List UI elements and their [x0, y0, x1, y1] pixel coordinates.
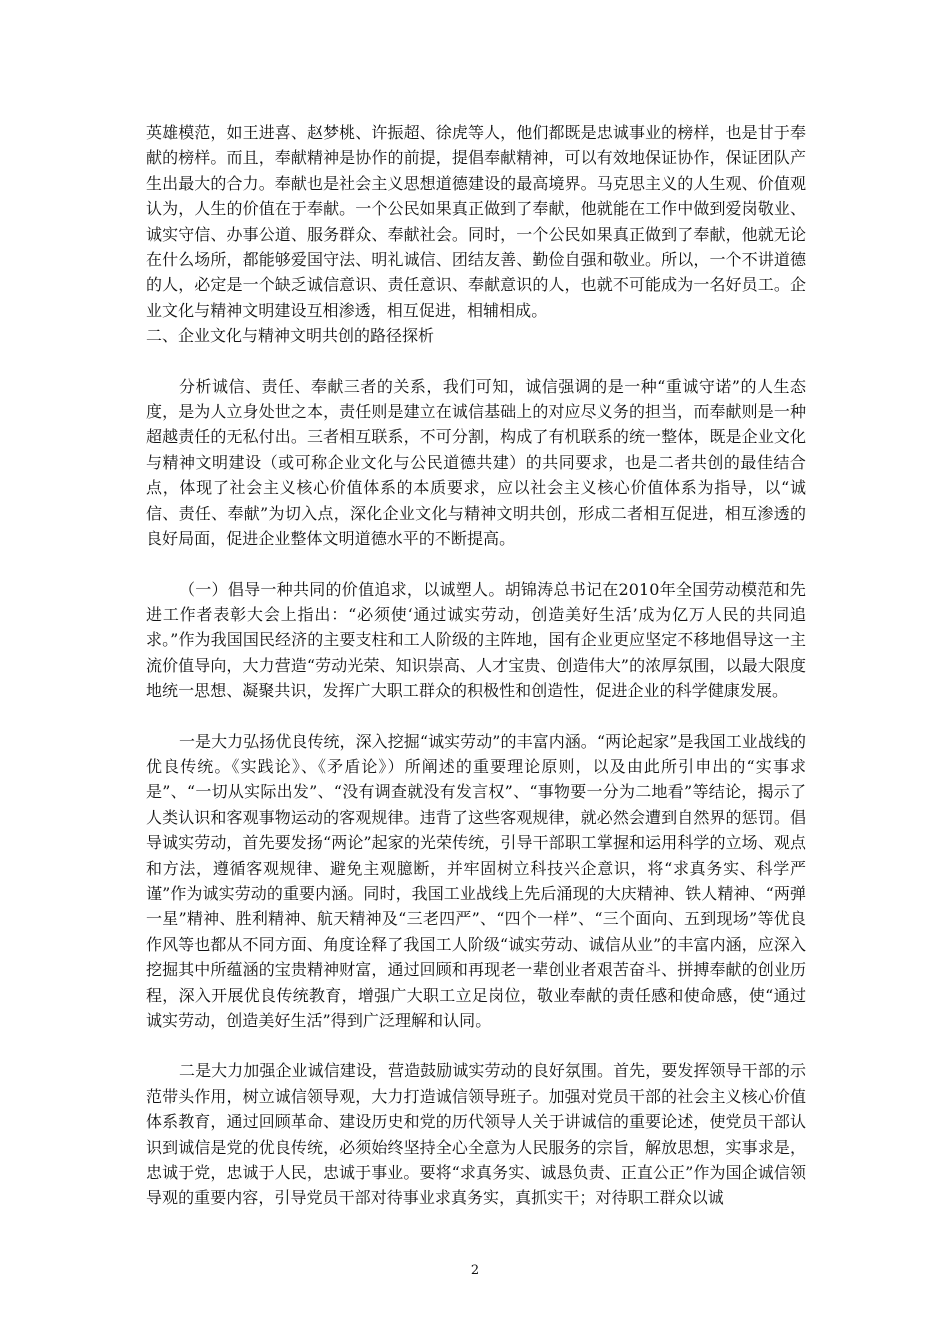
document-body	[146, 120, 806, 1211]
paragraph-heroes-dedication: 英雄模范，如王进喜、赵梦桃、许振超、徐虎等人，他们都既是忠诚事业的榜样，也是甘于奉献的榜样。而且，奉献精神是协作的前提，提倡奉献精神，可以有效地保证协作，保证团队产生出最大的合力。奉献也是社会主义思想道德建设的最高境界。马克思主义的人生观、价值观认为，人生的价值在于奉献。一个公民如果真正做到了奉献，他就能在工作中做到爱岗敬业、诚实守信、办事公道、服务群众、奉献社会。同时，一个公民如果真正做到了奉献，他就无论在什么场所，都能够爱国守法、明礼诚信、团结友善、勤俭自强和敬业。所以，一个不讲道德的人，必定是一个缺乏诚信意识、责任意识、奉献意识的人，也就不可能成为一名好员工。企业文化与精神文明建设互相渗透，相互促进，相辅相成。	[146, 123, 806, 320]
paragraph-shared-values: （一）倡导一种共同的价值追求，以诚塑人。胡锦涛总书记在2010年全国劳动模范和先进工作者表彰大会上指出：“必须使‘通过诚实劳动，创造美好生活’成为亿万人民的共同追求。”作为我国国民经济的主要支柱和工人阶级的主阵地，国有企业更应坚定不移地倡导这一主流价值导向，大力营造“劳动光荣、知识崇高、人才宝贵、创造伟大”的浓厚氛围，以最大限度地统一思想、凝聚共识，发挥广大职工群众的积极性和创造性，促进企业的科学健康发展。	[146, 579, 806, 701]
section-heading-2: 二、企业文化与精神文明共创的路径探析	[146, 326, 435, 346]
paragraph-fine-traditions: 一是大力弘扬优良传统，深入挖掘“诚实劳动”的丰富内涵。“两论起家”是我国工业战线的优良传统。《实践论》、《矛盾论》）所阐述的重要理论原则，以及由此所引申出的“实事求是”、“一切从实际出发”、“没有调查就没有发言权”、“事物要一分为二地看”等结论，揭示了人类认识和客观事物运动的客观规律。违背了这些客观规律，就必然会遭到自然界的惩罚。倡导诚实劳动，首先要发扬“两论”起家的光荣传统，引导干部职工掌握和运用科学的立场、观点和方法，遵循客观规律、避免主观臆断，并牢固树立科技兴企意识，将“求真务实、科学严谨”作为诚实劳动的重要内涵。同时，我国工业战线上先后涌现的大庆精神、铁人精神、“两弹一星”精神、胜利精神、航天精神及“三老四严”、“四个一样”、“三个面向、五到现场”等优良作风等也都从不同方面、角度诠释了我国工人阶级“诚实劳动、诚信从业”的丰富内涵，应深入挖掘其中所蕴涵的宝贵精神财富，通过回顾和再现老一辈创业者艰苦奋斗、拼搏奉献的创业历程，深入开展优良传统教育，增强广大职工立足岗位，敬业奉献的责任感和使命感，使“通过诚实劳动，创造美好生活”得到广泛理解和认同。	[146, 731, 806, 1030]
page-number: 2	[470, 1263, 480, 1278]
paragraph-integrity-building: 二是大力加强企业诚信建设，营造鼓励诚实劳动的良好氛围。首先，要发挥领导干部的示范带头作用，树立诚信领导观，大力打造诚信领导班子。加强对党员干部的社会主义核心价值体系教育，通过回顾革命、建设历史和党的历代领导人关于讲诚信的重要论述，使党员干部认识到诚信是党的优良传统，必须始终坚持全心全意为人民服务的宗旨，解放思想，实事求是，忠诚于党，忠诚于人民，忠诚于事业。要将“求真务实、诚恳负责、正直公正”作为国企诚信领导观的重要内容，引导党员干部对待事业求真务实，真抓实干；对待职工群众以诚	[146, 1061, 806, 1208]
paragraph-integrity-responsibility: 分析诚信、责任、奉献三者的关系，我们可知，诚信强调的是一种“重诚守诺”的人生态度，是为人立身处世之本，责任则是建立在诚信基础上的对应尽义务的担当，而奉献则是一种超越责任的无私付出。三者相互联系，不可分割，构成了有机联系的统一整体，既是企业文化与精神文明建设（或可称企业文化与公民道德共建）的共同要求，也是二者共创的最佳结合点，体现了社会主义核心价值体系的本质要求，应以社会主义核心价值体系为指导，以“诚信、责任、奉献”为切入点，深化企业文化与精神文明共创，形成二者相互促进，相互渗透的良好局面，促进企业整体文明道德水平的不断提高。	[146, 376, 806, 549]
